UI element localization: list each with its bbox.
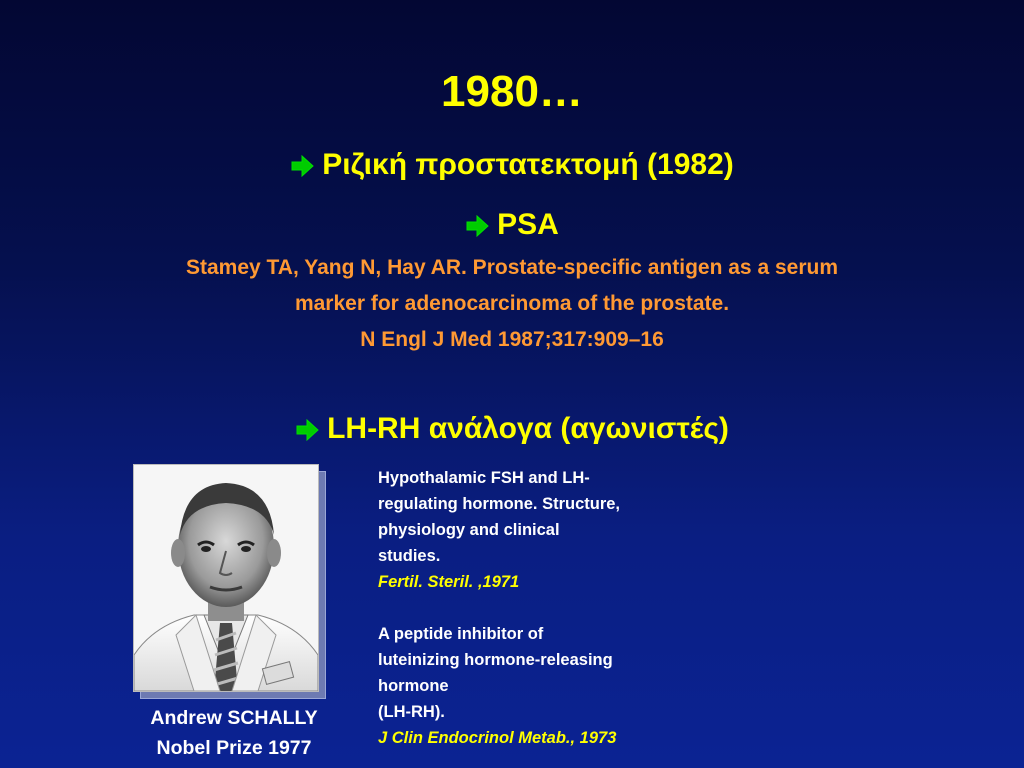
reference-2-title-line: hormone bbox=[378, 677, 449, 695]
reference-2-title-line: A peptide inhibitor of bbox=[378, 625, 544, 643]
reference-1-title-line: Hypothalamic FSH and LH- bbox=[378, 469, 590, 487]
bullet-label: LH-RH ανάλογα (αγωνιστές) bbox=[327, 412, 729, 445]
portrait-frame bbox=[133, 464, 317, 690]
photo-caption-award: Nobel Prize 1977 bbox=[156, 737, 312, 759]
arrow-right-icon bbox=[290, 155, 314, 177]
bullet-psa bbox=[0, 203, 1024, 247]
psa-reference-line-2: marker for adenocarcinoma of the prostate. bbox=[294, 292, 730, 315]
psa-reference-line-1: Stamey TA, Yang N, Hay AR. Prostate-specific antigen as a serum bbox=[185, 256, 838, 279]
reference-1-title-line: physiology and clinical bbox=[378, 521, 560, 539]
reference-2-title-line: (LH-RH). bbox=[378, 703, 445, 721]
reference-2-title-line: luteinizing hormone-releasing bbox=[378, 651, 613, 669]
reference-1-title-line: studies. bbox=[378, 547, 441, 565]
bullet-lhrh-analogues bbox=[0, 404, 1024, 454]
bullet-label: PSA bbox=[497, 208, 559, 241]
bullet-label: Ριζική προστατεκτομή (1982) bbox=[322, 148, 734, 181]
portrait-photo bbox=[133, 464, 319, 692]
arrow-right-icon bbox=[295, 419, 319, 441]
reference-2-journal: J Clin Endocrinol Metab., 1973 bbox=[378, 729, 617, 747]
arrow-right-icon bbox=[465, 215, 489, 237]
reference-1-title-line: regulating hormone. Structure, bbox=[378, 495, 621, 513]
photo-caption-name: Andrew SCHALLY bbox=[150, 707, 318, 729]
spacer bbox=[378, 595, 728, 621]
slide-title: 1980… bbox=[441, 67, 583, 116]
portrait-image bbox=[134, 465, 318, 691]
reference-1-journal: Fertil. Steril. ,1971 bbox=[378, 573, 520, 591]
lhrh-references bbox=[378, 465, 728, 751]
psa-reference-citation: N Engl J Med 1987;317:909–16 bbox=[360, 328, 664, 351]
bullet-radical-prostatectomy bbox=[0, 143, 1024, 187]
